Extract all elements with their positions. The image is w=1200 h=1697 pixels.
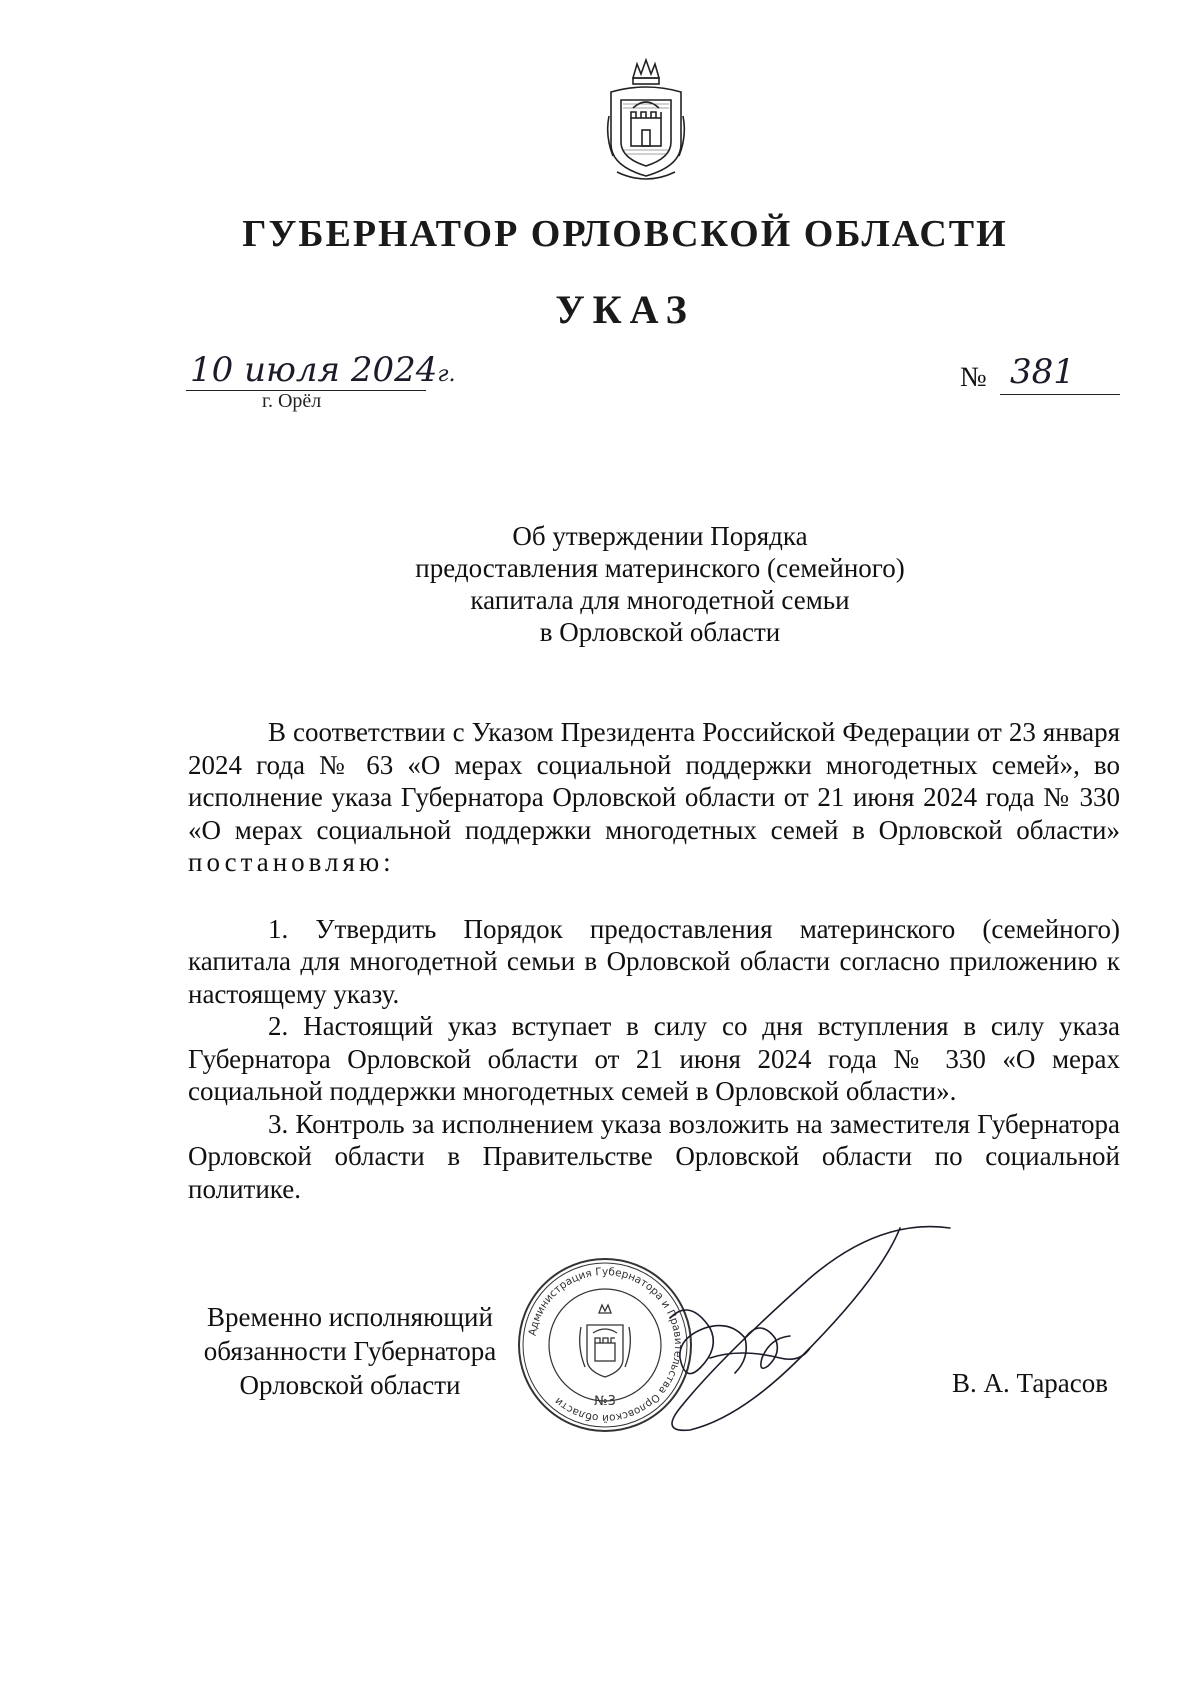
signatory-position-line: Временно исполняющий (207, 1302, 493, 1332)
number-label: № (960, 362, 987, 393)
seal-number: №3 (594, 1394, 616, 1409)
preamble-paragraph (188, 716, 1120, 879)
signatory-position (190, 1300, 510, 1402)
date-value: 10 июля 2024 (190, 350, 438, 390)
seal-text: Администрация Губернатора и Правительства Орловской области (526, 1265, 685, 1425)
decree-body (188, 716, 1120, 1205)
decree-item: 2. Настоящий указ вступает в силу со дня вступления в силу указа Губернатора Орловской области от 21 июня 2024 года № 330 «О мерах социальной поддержки многодетных семей в Орловской области». (188, 1011, 1120, 1106)
decree-item: 3. Контроль за исполнением указа возложить на заместителя Губернатора Орловской области в Правительстве Орловской области по социальной политике. (188, 1108, 1120, 1204)
handwritten-number: 381 (1010, 352, 1075, 392)
place-of-issue: г. Орёл (262, 390, 322, 412)
handwritten-signature (650, 1208, 970, 1438)
preamble-text: В соответствии с Указом Президента Российской Федерации от 23 января 2024 года № 63 «О мерах социальной поддержки многодетных семей», во исполнение указа Губернатора Орловской области от 21 июня 2024 года № 330 «О мерах социальной поддержки многодетных семей в Орловской области» (188, 717, 1120, 845)
date-suffix: г. (437, 362, 456, 387)
document-type-heading: УКАЗ (555, 287, 695, 332)
subject-line: предоставления материнского (семейного) (415, 553, 905, 583)
orel-region-coat-of-arms-icon (603, 56, 689, 184)
signatory-position-line: Орловской области (239, 1370, 461, 1400)
decree-word: постановляю: (188, 847, 395, 877)
signatory-position-line: обязанности Губернатора (203, 1336, 497, 1366)
document-issuer-title: ГУБЕРНАТОР ОРЛОВСКОЙ ОБЛАСТИ (242, 213, 1008, 255)
decree-subject (380, 520, 940, 648)
decree-item: 1. Утвердить Порядок предоставления материнского (семейного) капитала для многодетной семьи в Орловской области согласно приложению к настоящему указу. (188, 913, 1120, 1009)
subject-line: Об утверждении Порядка (512, 521, 808, 551)
handwritten-date (190, 350, 456, 390)
subject-line: капитала для многодетной семьи (470, 585, 850, 615)
signatory-name: В. А. Тарасов (952, 1368, 1109, 1398)
subject-line: в Орловской области (539, 617, 781, 647)
